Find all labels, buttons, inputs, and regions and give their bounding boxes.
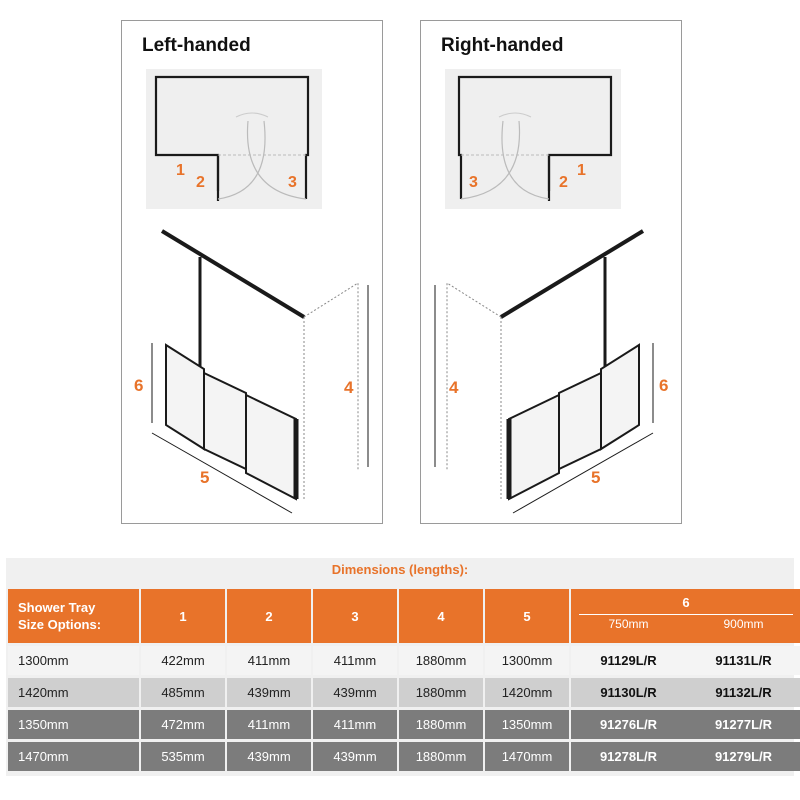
- left-handed-title: Left-handed: [142, 35, 251, 56]
- cell-dimension-5: 1300mm: [485, 646, 569, 675]
- label-4: 4: [449, 378, 459, 397]
- cell-code-pair: [571, 646, 800, 675]
- glass-panel-1: [166, 345, 204, 449]
- label-3: 3: [288, 174, 297, 191]
- right-handed-title: Right-handed: [441, 35, 564, 56]
- dimensions-title: Dimensions (lengths):: [331, 562, 469, 577]
- header-col-6-number: 6: [682, 595, 690, 610]
- cell-dimension-4: 1880mm: [399, 678, 483, 707]
- dimensions-table: [6, 586, 800, 774]
- label-5: 5: [591, 468, 601, 487]
- cell-dimension-2: 439mm: [227, 678, 311, 707]
- cell-dimension-4: 1880mm: [399, 742, 483, 771]
- cell-dimension-2: 411mm: [227, 710, 311, 739]
- left-handed-diagram: [122, 21, 384, 525]
- ceiling-rail: [501, 231, 643, 317]
- cell-size: 1420mm: [8, 678, 139, 707]
- glass-panel-2: [559, 373, 601, 469]
- ceiling-rail: [162, 231, 304, 317]
- header-col-6-sub-750: 750mm: [608, 617, 649, 631]
- cell-dimension-3: 439mm: [313, 742, 397, 771]
- cell-dimension-5: 1470mm: [485, 742, 569, 771]
- table-row: [8, 646, 800, 675]
- header-col-2: 2: [227, 589, 311, 643]
- cell-code-pair: [571, 678, 800, 707]
- label-5: 5: [200, 468, 210, 487]
- cell-code-pair: [571, 710, 800, 739]
- header-col-6-sub-900: 900mm: [723, 617, 764, 631]
- cell-size: 1470mm: [8, 742, 139, 771]
- wall-outline: [304, 283, 358, 471]
- cell-code-900: 91277L/R: [714, 717, 773, 732]
- cell-dimension-1: 485mm: [141, 678, 225, 707]
- header-size-options: [8, 589, 139, 643]
- cell-dimension-3: 411mm: [313, 646, 397, 675]
- cell-size: 1300mm: [8, 646, 139, 675]
- header-col-1: 1: [141, 589, 225, 643]
- table-row: [8, 710, 800, 739]
- cell-code-900: 91279L/R: [714, 749, 773, 764]
- glass-panel-2: [204, 373, 246, 469]
- header-col-6-divider: [579, 614, 793, 615]
- cell-dimension-5: 1420mm: [485, 678, 569, 707]
- label-2: 2: [196, 174, 205, 191]
- label-6: 6: [659, 376, 669, 395]
- table-row: [8, 678, 800, 707]
- header-second-line: Size Options:: [18, 617, 102, 632]
- table-row: [8, 742, 800, 771]
- wall-outline: [447, 283, 501, 471]
- header-col-6: [571, 589, 800, 643]
- header-col-3: 3: [313, 589, 397, 643]
- cell-code-750: 91276L/R: [599, 717, 658, 732]
- header-col-5: 5: [485, 589, 569, 643]
- cell-code-pair: [571, 742, 800, 771]
- cell-dimension-1: 472mm: [141, 710, 225, 739]
- glass-panel-1: [601, 345, 639, 449]
- label-3: 3: [469, 174, 478, 191]
- cell-dimension-1: 535mm: [141, 742, 225, 771]
- cell-size: 1350mm: [8, 710, 139, 739]
- cell-code-750: 91129L/R: [600, 653, 657, 668]
- glass-panel-3: [509, 395, 559, 499]
- header-col-4: 4: [399, 589, 483, 643]
- glass-panel-3: [246, 395, 296, 499]
- right-handed-panel: [420, 20, 682, 524]
- cell-dimension-4: 1880mm: [399, 646, 483, 675]
- label-1: 1: [176, 162, 185, 179]
- cell-dimension-5: 1350mm: [485, 710, 569, 739]
- label-6: 6: [134, 376, 144, 395]
- cell-dimension-3: 439mm: [313, 678, 397, 707]
- cell-dimension-1: 422mm: [141, 646, 225, 675]
- cell-code-900: 91132L/R: [715, 685, 772, 700]
- right-handed-diagram: [421, 21, 683, 525]
- header-first-line: Shower Tray: [18, 600, 96, 615]
- left-handed-panel: [121, 20, 383, 524]
- table-header-row: [8, 589, 800, 643]
- cell-dimension-2: 411mm: [227, 646, 311, 675]
- cell-dimension-4: 1880mm: [399, 710, 483, 739]
- label-4: 4: [344, 378, 354, 397]
- label-2: 2: [559, 174, 568, 191]
- label-1: 1: [577, 162, 586, 179]
- cell-code-750: 91130L/R: [600, 685, 657, 700]
- cell-dimension-3: 411mm: [313, 710, 397, 739]
- cell-code-750: 91278L/R: [599, 749, 658, 764]
- cell-code-900: 91131L/R: [715, 653, 772, 668]
- cell-dimension-2: 439mm: [227, 742, 311, 771]
